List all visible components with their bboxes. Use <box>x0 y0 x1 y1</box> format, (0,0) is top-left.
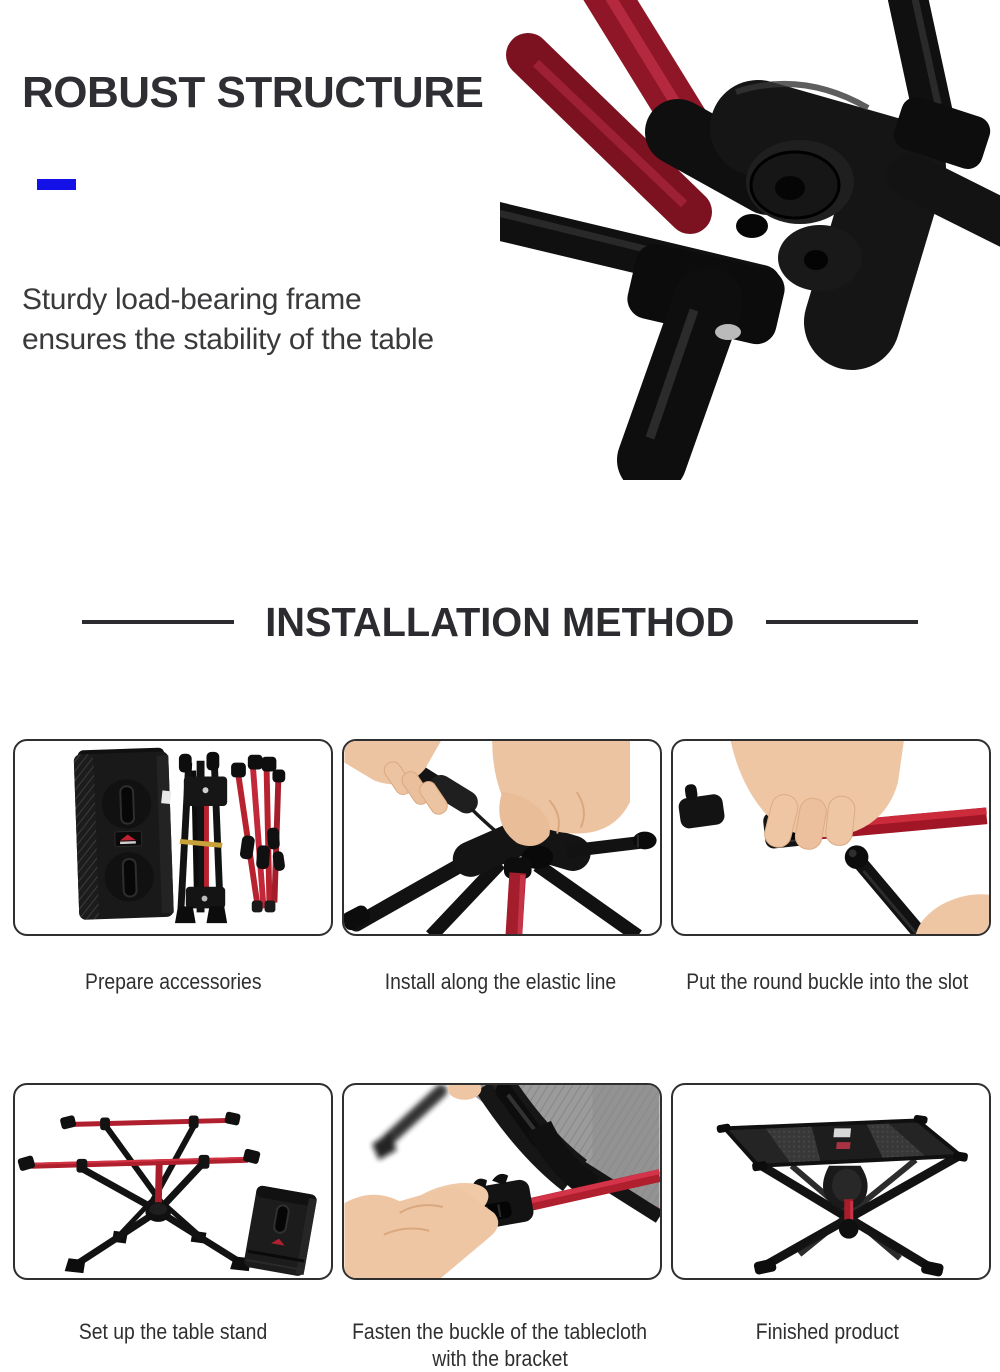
step-caption-2: Install along the elastic line <box>384 969 616 994</box>
step-caption-5: Fasten the buckle of the tablecloth with the bracket <box>352 1319 648 1371</box>
step-caption-1: Prepare accessories <box>84 969 262 994</box>
description-line-2: ensures the stability of the table <box>22 323 434 356</box>
accent-dash <box>37 179 76 190</box>
prepare-accessories-illustration <box>15 741 331 934</box>
round-buckle-illustration <box>673 741 989 934</box>
description-line-1: Sturdy load-bearing frame <box>22 283 362 316</box>
robust-structure-description <box>22 280 542 360</box>
step-photo-fasten-buckle <box>342 1083 662 1280</box>
right-divider-line <box>766 620 918 624</box>
step-photo-elastic-line <box>342 739 662 936</box>
frame-joint-illustration <box>500 0 1000 480</box>
left-divider-line <box>82 620 234 624</box>
table-stand-illustration <box>15 1085 331 1278</box>
step-caption-3: Put the round buckle into the slot <box>686 969 968 994</box>
step-photo-finished-product <box>671 1083 991 1280</box>
fasten-buckle-illustration <box>344 1085 660 1278</box>
step-caption-4: Set up the table stand <box>78 1319 268 1344</box>
step-photo-table-stand <box>13 1083 333 1280</box>
step-photo-round-buckle <box>671 739 991 936</box>
installation-method-title: INSTALLATION METHOD <box>265 598 735 645</box>
elastic-line-illustration <box>344 741 660 934</box>
finished-product-illustration <box>673 1085 989 1278</box>
installation-method-header <box>0 598 1000 646</box>
step-photo-prepare-accessories <box>13 739 333 936</box>
robust-structure-title: ROBUST STRUCTURE <box>22 68 484 117</box>
frame-joint-photo <box>500 0 1000 480</box>
step-caption-6: Finished product <box>755 1319 899 1344</box>
